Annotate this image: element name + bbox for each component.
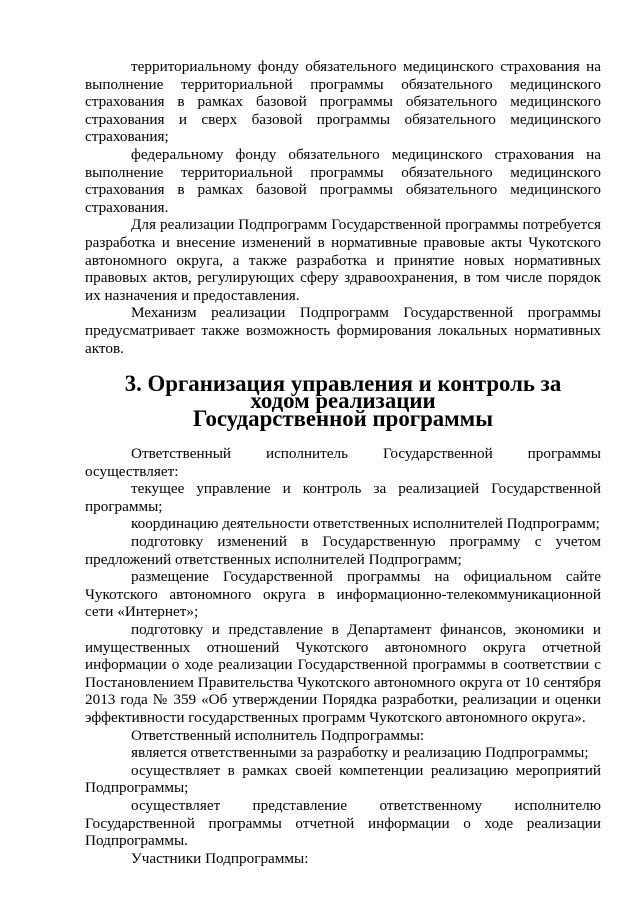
paragraph-submission: осуществляет представление ответственному исполнителю Государственной программы отчетной информации о ходе реализации Подпрограммы. (85, 796, 601, 850)
paragraph-preparation-changes: подготовку изменений в Государственную программу с учетом предложений ответственных исполнителей Подпрограмм; (85, 533, 601, 568)
paragraph-reporting: подготовку и представление в Департамент финансов, экономики и имущественных отношений Чукотского автономного округа отчетной информации о ходе реализации Государственной программы в соответствии с Постановлением Правительства Чукотского автономного округа от 10 сентября 2013 года № 359 «Об утверждении Порядка разработки, реализации и оценки эффективности государственных программ Чукотского автономного округа». (85, 621, 601, 726)
document-page (85, 58, 601, 867)
paragraph-current-management: текущее управление и контроль за реализацией Государственной программы; (85, 480, 601, 515)
paragraph-subprogram-executor: Ответственный исполнитель Подпрограммы: (131, 726, 425, 744)
paragraph-publication: размещение Государственной программы на официальном сайте Чукотского автономного округа в информационно-телекоммуникационной сети «Интернет»; (85, 568, 601, 621)
paragraph-mechanism: Механизм реализации Подпрограмм Государственной программы предусматривает также возможность формирования локальных нормативных актов. (85, 304, 601, 357)
section-heading-line-2: Государственной программы (192, 405, 494, 431)
paragraph-responsible-executor: Ответственный исполнитель Государственной программы осуществляет: (85, 445, 601, 480)
paragraph-territorial-fund: территориальному фонду обязательного медицинского страхования на выполнение территориальной программы обязательного медицинского страхования в рамках базовой программы обязательного медицинского страхования и сверх базовой программы обязательного медицинского страхования; (85, 58, 601, 146)
paragraph-competence: осуществляет в рамках своей компетенции реализацию мероприятий Подпрограммы; (85, 761, 601, 797)
paragraph-participants: Участники Подпрограммы: (131, 849, 309, 867)
paragraph-coordination: координацию деятельности ответственных исполнителей Подпрограмм; (131, 515, 600, 533)
paragraph-legal-acts: Для реализации Подпрограмм Государственной программы потребуется разработка и внесение изменений в нормативные правовые акты Чукотского автономного округа, а также разработка и принятие новых нормативных правовых актов, регулирующих сферу здравоохранения, в том числе порядок их назначения и предоставления. (85, 216, 601, 304)
paragraph-responsibility: является ответственными за разработку и реализацию Подпрограммы; (131, 744, 589, 762)
section-heading (85, 370, 601, 431)
section-heading-line-1: 3. Организация управления и контроль за ходом реализации (124, 370, 562, 414)
paragraph-federal-fund: федеральному фонду обязательного медицинского страхования на выполнение территориальной программы обязательного медицинского страхования в рамках базовой программы обязательного медицинского страхования. (85, 145, 601, 216)
